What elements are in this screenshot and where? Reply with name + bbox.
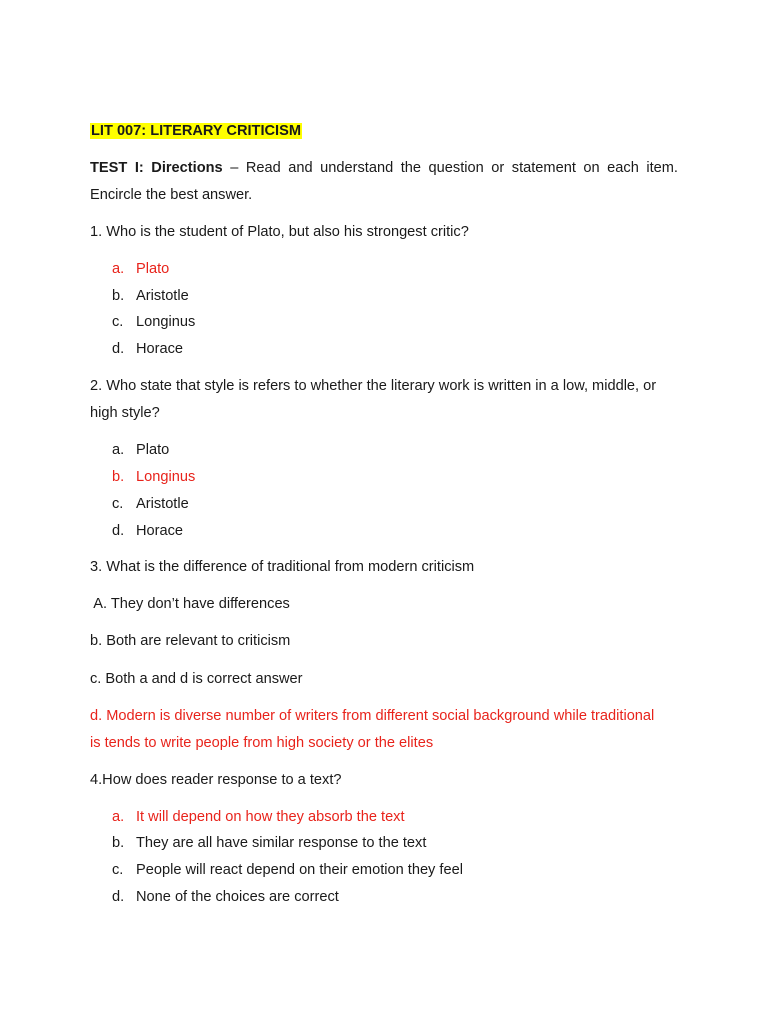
question-3-text: 3. What is the difference of traditional from modern criticism: [90, 559, 475, 575]
question-3-option-d-line-2: is tends to write people from high society or the elites: [90, 735, 434, 751]
question-3-option-b: b. Both are relevant to criticism: [90, 633, 291, 649]
question-1-option-d: d. Horace: [112, 341, 184, 357]
question-2-text-line-1: 2. Who state that style is refers to whether the literary work is written in a low, middle, or: [90, 378, 657, 394]
document-page: [90, 0, 678, 1024]
question-3-option-c: c. Both a and d is correct answer: [90, 671, 303, 687]
question-2-option-c: c. Aristotle: [112, 496, 189, 512]
question-2-option-d: d. Horace: [112, 523, 184, 539]
question-3-option-a: A. They don’t have differences: [90, 596, 290, 612]
question-2-option-a: a. Plato: [112, 442, 170, 458]
question-1-option-c: c. Longinus: [112, 314, 196, 330]
question-1-option-a: a. Plato: [112, 261, 170, 277]
question-2-option-b: b. Longinus: [112, 469, 196, 485]
question-3-option-d-line-1: d. Modern is diverse number of writers from different social background while traditional: [90, 708, 655, 724]
question-4-text: 4.How does reader response to a text?: [90, 772, 342, 788]
directions-line-2: Encircle the best answer.: [90, 187, 253, 203]
directions-line-1: [90, 159, 678, 177]
directions-label: TEST I: Directions: [90, 160, 223, 176]
course-title: LIT 007: LITERARY CRITICISM: [91, 123, 302, 139]
directions-text: – Read and understand the question or statement on each item.: [222, 160, 678, 176]
question-1-text: 1. Who is the student of Plato, but also his strongest critic?: [90, 224, 469, 240]
question-4-option-b: b. They are all have similar response to the text: [112, 835, 427, 851]
question-1-option-b: b. Aristotle: [112, 288, 189, 304]
question-2-text-line-2: high style?: [90, 405, 160, 421]
question-4-option-a: a. It will depend on how they absorb the text: [112, 809, 405, 825]
question-4-option-c: c. People will react depend on their emotion they feel: [112, 862, 463, 878]
question-4-option-d: d. None of the choices are correct: [112, 889, 339, 905]
